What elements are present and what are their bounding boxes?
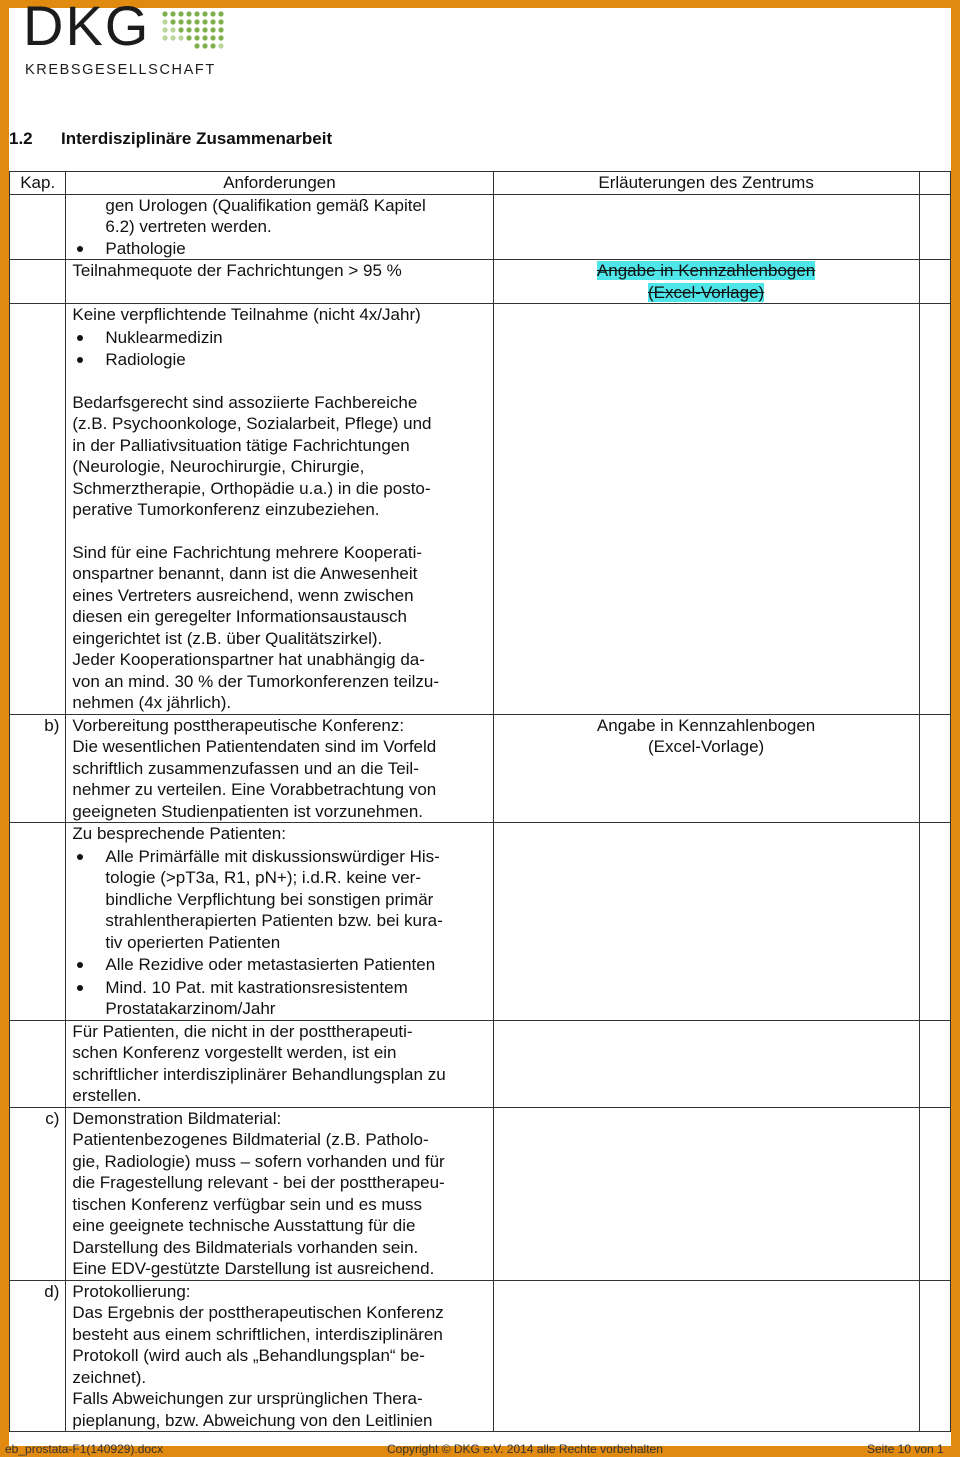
list-item: Alle Rezidive oder metastasierten Patienten xyxy=(72,954,486,976)
text-line: Falls Abweichungen zur ursprünglichen Thera- xyxy=(72,1389,423,1408)
kap-cell: c) xyxy=(10,1107,66,1280)
text-line: Protokoll (wird auch als „Behandlungsplan“ be- xyxy=(72,1346,425,1365)
text-line: von an mind. 30 % der Tumorkonferenzen teilzu- xyxy=(72,671,440,691)
extra-cell xyxy=(919,260,950,304)
kap-cell xyxy=(10,304,66,715)
text-line: perative Tumorkonferenz einzubeziehen. xyxy=(72,500,380,519)
erlaeuterung-cell[interactable] xyxy=(493,823,919,1021)
list-item: Pathologie xyxy=(72,238,486,260)
requirements-table xyxy=(9,171,951,1432)
text-line: eine geeignete technische Ausstattung für die xyxy=(72,1216,416,1235)
table-header-row xyxy=(10,172,951,195)
anforderung-cell xyxy=(66,304,493,715)
text-line: Patientenbezogenes Bildmaterial (z.B. Patholo- xyxy=(72,1130,429,1149)
text-line: 6.2) vertreten werden. xyxy=(105,217,272,236)
extra-cell xyxy=(919,304,950,715)
extra-cell xyxy=(919,714,950,823)
text-line: (z.B. Psychoonkologe, Sozialarbeit, Pflege) und xyxy=(72,414,432,433)
text-line: Die wesentlichen Patientendaten sind im Vorfeld xyxy=(72,737,437,756)
anforderung-cell xyxy=(66,1020,493,1107)
logo-wordmark: DKG xyxy=(23,0,151,57)
footer-copyright: Copyright © DKG e.V. 2014 alle Rechte vorbehalten xyxy=(387,1442,663,1456)
text-line: geeigneten Studienpatienten ist vorzunehmen. xyxy=(72,801,424,821)
text-line: onspartner benannt, dann ist die Anwesenheit xyxy=(72,564,418,583)
text-line: besteht aus einem schriftlichen, interdisziplinären xyxy=(72,1324,443,1344)
list-item: Radiologie xyxy=(72,349,486,371)
erlaeuterung-cell[interactable] xyxy=(493,1280,919,1432)
logo-dots-icon xyxy=(161,10,231,54)
header-kap: Kap. xyxy=(10,172,66,195)
footer-page-number: Seite 10 von 1 xyxy=(867,1442,944,1456)
table-row xyxy=(10,1020,951,1107)
text-line: in der Palliativsituation tätige Fachrichtungen xyxy=(72,435,410,455)
kap-cell: d) xyxy=(10,1280,66,1432)
text-line: schen Konferenz vorgestellt werden, ist ein xyxy=(72,1043,397,1062)
extra-cell xyxy=(919,1020,950,1107)
text-line: zeichnet). xyxy=(72,1367,147,1387)
header-erlaeuterungen: Erläuterungen des Zentrums xyxy=(493,172,919,195)
text-line: Angabe in Kennzahlenbogen xyxy=(596,715,816,735)
text-line: Vorbereitung posttherapeutische Konferenz: xyxy=(72,715,405,735)
table-row xyxy=(10,304,951,715)
text-line: gen Urologen (Qualifikation gemäß Kapitel xyxy=(105,195,426,215)
table-row xyxy=(10,1280,951,1432)
text-line: Jeder Kooperationspartner hat unabhängig da- xyxy=(72,650,425,669)
text-line: eingerichtet ist (z.B. über Qualitätszirkel). xyxy=(72,628,383,648)
text-line: nehmer zu verteilen. Eine Vorabbetrachtung von xyxy=(72,780,437,799)
text-line: tischen Konferenz verfügbar sein und es muss xyxy=(72,1194,423,1214)
list-item: Nuklearmedizin xyxy=(72,327,486,349)
page-footer xyxy=(5,1440,951,1456)
text-line: (Excel-Vorlage) xyxy=(647,737,765,756)
table-row xyxy=(10,194,951,260)
kap-cell: b) xyxy=(10,714,66,823)
kap-cell xyxy=(10,194,66,260)
section-heading xyxy=(9,129,332,149)
anforderung-cell xyxy=(66,194,493,260)
anforderung-cell xyxy=(66,260,493,304)
table-row xyxy=(10,714,951,823)
text-line: Demonstration Bildmaterial: xyxy=(72,1108,282,1128)
text-line: gie, Radiologie) muss – sofern vorhanden und für xyxy=(72,1151,445,1171)
erlaeuterung-cell[interactable] xyxy=(493,260,919,304)
text-line: Protokollierung: xyxy=(72,1281,191,1301)
logo-subtitle: KREBSGESELLSCHAFT xyxy=(25,62,216,78)
erlaeuterung-cell[interactable] xyxy=(493,194,919,260)
text-line: Keine verpflichtende Teilnahme (nicht 4x/Jahr) xyxy=(72,305,421,324)
text-line: schriftlicher interdisziplinärer Behandlungsplan zu xyxy=(72,1064,446,1084)
text-line: diesen ein geregelter Informationsaustausch xyxy=(72,607,407,626)
dkg-logo xyxy=(23,0,243,88)
table-row xyxy=(10,260,951,304)
list-item: Mind. 10 Pat. mit kastrationsresistentem Prostatakarzinom/Jahr xyxy=(72,977,486,1020)
text-line: die Fragestellung relevant - bei der posttherapeu- xyxy=(72,1173,445,1192)
text-line: Darstellung des Bildmaterials vorhanden sein. xyxy=(72,1237,419,1257)
anforderung-cell xyxy=(66,1107,493,1280)
extra-cell xyxy=(919,823,950,1021)
struck-highlight-text: Angabe in Kennzahlenbogen xyxy=(596,261,816,280)
text-line: Sind für eine Fachrichtung mehrere Kooperati- xyxy=(72,542,423,562)
extra-cell xyxy=(919,1107,950,1280)
text-line: erstellen. xyxy=(72,1086,142,1105)
table-row xyxy=(10,823,951,1021)
header-extra xyxy=(919,172,950,195)
table-row xyxy=(10,1107,951,1280)
anforderung-cell xyxy=(66,1280,493,1432)
text-line: Teilnahmequote der Fachrichtungen > 95 % xyxy=(72,261,402,280)
text-line: Für Patienten, die nicht in der posttherapeuti- xyxy=(72,1021,413,1041)
extra-cell xyxy=(919,1280,950,1432)
list-item: Alle Primärfälle mit diskussionswürdiger His- tologie (>pT3a, R1, pN+); i.d.R. keine ver- bindliche Verpflichtung bei sonstigen primär strahlentherapierten Patienten bzw. bei kura- tiv operierten Patienten xyxy=(72,846,486,954)
erlaeuterung-cell[interactable] xyxy=(493,1020,919,1107)
section-title: Interdisziplinäre Zusammenarbeit xyxy=(61,129,333,148)
extra-cell xyxy=(919,194,950,260)
header-anforderungen: Anforderungen xyxy=(66,172,493,195)
text-line: nehmen (4x jährlich). xyxy=(72,693,232,712)
text-line: schriftlich zusammenzufassen und an die Teil- xyxy=(72,758,419,778)
text-line: Eine EDV-gestützte Darstellung ist ausreichend. xyxy=(72,1259,435,1278)
erlaeuterung-cell[interactable] xyxy=(493,714,919,823)
text-line: pieplanung, bzw. Abweichung von den Leitlinien xyxy=(72,1410,433,1430)
text-line: eines Vertreters ausreichend, wenn zwischen xyxy=(72,585,414,605)
text-line: (Neurologie, Neurochirurgie, Chirurgie, xyxy=(72,457,365,476)
footer-filename: eb_prostata-F1(140929).docx xyxy=(5,1442,164,1456)
erlaeuterung-cell[interactable] xyxy=(493,1107,919,1280)
text-line: Das Ergebnis der posttherapeutischen Konferenz xyxy=(72,1303,444,1322)
kap-cell xyxy=(10,1020,66,1107)
anforderung-cell xyxy=(66,714,493,823)
text-line: Schmerztherapie, Orthopädie u.a.) in die posto- xyxy=(72,478,431,498)
anforderung-cell xyxy=(66,823,493,1021)
text-line: Bedarfsgerecht sind assoziierte Fachbereiche xyxy=(72,392,418,412)
kap-cell xyxy=(10,260,66,304)
section-number: 1.2 xyxy=(9,129,33,148)
kap-cell xyxy=(10,823,66,1021)
struck-highlight-text: (Excel-Vorlage) xyxy=(647,282,765,302)
text-line: Zu besprechende Patienten: xyxy=(72,824,286,843)
erlaeuterung-cell[interactable] xyxy=(493,304,919,715)
document-page xyxy=(5,0,951,1456)
